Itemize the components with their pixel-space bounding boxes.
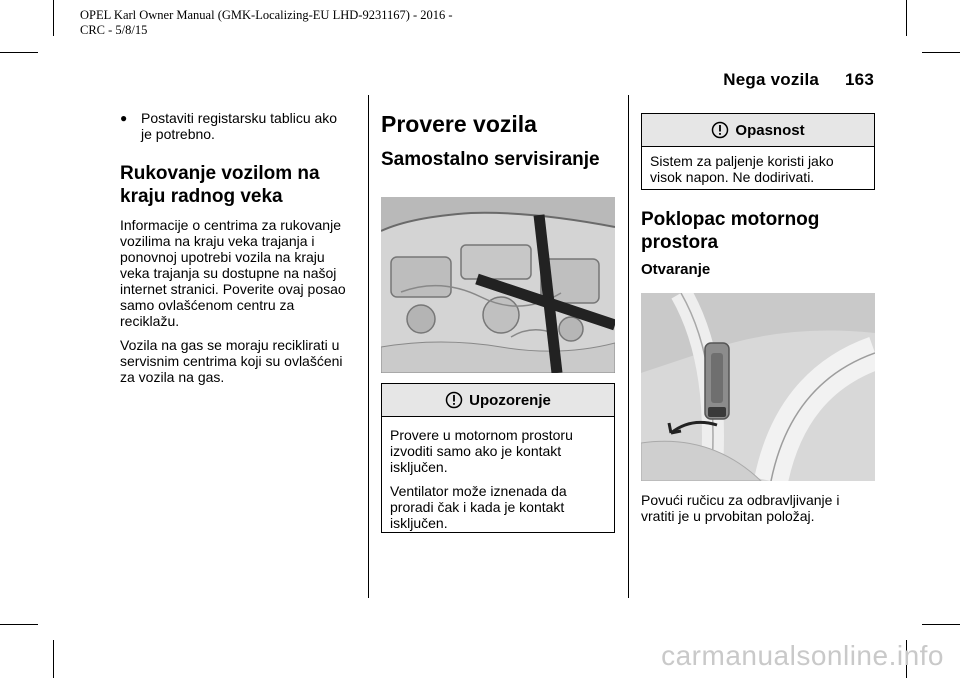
end-of-life-heading (120, 162, 360, 208)
crop-mark (53, 640, 54, 678)
hood-heading (641, 208, 819, 254)
paragraph: Vozila na gas se moraju reciklirati u servisnim centrima koji su ovlašćeni za vozila na gas. (120, 337, 343, 385)
warning-text: Provere u motornom prostoru izvoditi samo ako je kontakt isključen. (390, 427, 573, 475)
column-divider (368, 95, 369, 598)
engine-bay-image (381, 197, 615, 373)
crop-mark (922, 624, 960, 625)
page-number: 163 (845, 70, 874, 89)
crop-mark (0, 52, 38, 53)
hood-caption: Povući ručicu za odbravljivanje i vratiti je u prvobitan položaj. (641, 492, 840, 524)
warning-title: Upozorenje (469, 391, 551, 409)
opening-subheading: Otvaranje (641, 261, 711, 278)
section-subtitle: Samostalno servisiranje (381, 149, 600, 170)
document-meta (80, 8, 453, 38)
crop-mark (53, 0, 54, 36)
heading-line: prostora (641, 232, 719, 253)
crop-mark (906, 0, 907, 36)
crop-mark (922, 52, 960, 53)
section-title: Nega vozila (723, 70, 820, 89)
column-divider (628, 95, 629, 598)
engine-bay-illustration (381, 197, 615, 373)
warning-icon (445, 391, 463, 409)
bullet-text: Postaviti registarsku tablicu ako je potrebno. (141, 110, 338, 142)
danger-header (642, 114, 874, 147)
warning-header (382, 384, 614, 417)
danger-text: Sistem za paljenje koristi jako visok napon. Ne dodirivati. (650, 153, 834, 185)
danger-icon (711, 121, 729, 139)
warning-body (382, 417, 614, 531)
danger-box (641, 113, 875, 190)
bullet-marker: ● (120, 111, 128, 125)
danger-title: Opasnost (735, 121, 805, 139)
meta-line-1: OPEL Karl Owner Manual (GMK-Localizing-EU LHD-9231167) - 2016 - (80, 8, 453, 22)
hood-release-illustration (641, 293, 875, 481)
bullet-item (120, 110, 360, 142)
heading-line: kraju radnog veka (120, 186, 283, 207)
watermark: carmanualsonline.info (661, 640, 944, 671)
heading-line: Poklopac motornog (641, 209, 820, 230)
hood-release-image (641, 293, 875, 481)
meta-line-2: CRC - 5/8/15 (80, 23, 148, 37)
page-title: Provere vozila (381, 111, 537, 137)
heading-line: Rukovanje vozilom na (120, 163, 320, 184)
warning-text: Ventilator može iznenada da proradi čak i kada je kontakt isključen. (390, 483, 567, 531)
running-head (723, 70, 874, 90)
crop-mark (0, 624, 38, 625)
paragraph: Informacije o centrima za rukovanje vozilima na kraju veka trajanja i ponovnoj upotrebi vozila na kraju veka trajanja su dostupne na našoj internet stranici. Poverite ovaj posao samo ovlašćenom centru za reciklažu. (120, 217, 346, 329)
warning-box (381, 383, 615, 533)
column-1 (120, 110, 360, 385)
